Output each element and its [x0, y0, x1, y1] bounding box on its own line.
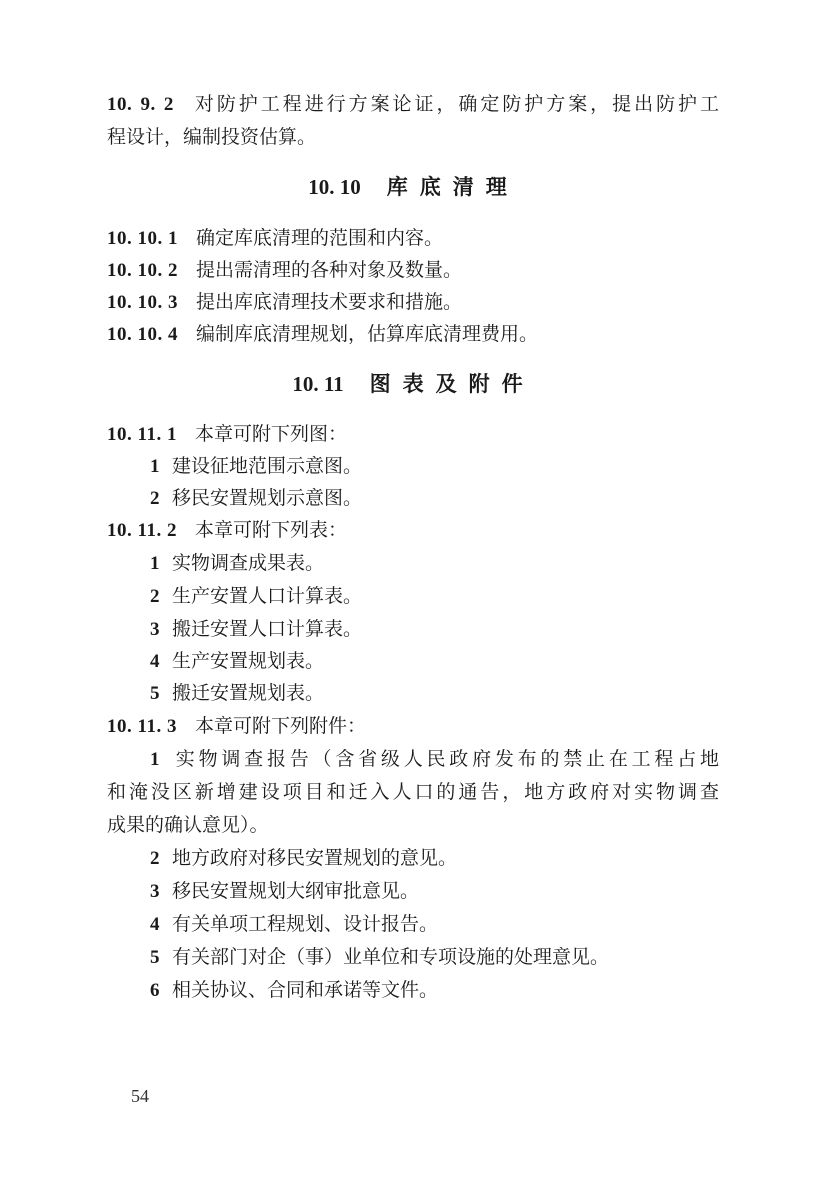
- item-number: 2: [150, 586, 160, 607]
- item-text: 建设征地范围示意图。: [172, 455, 363, 477]
- clause-number: 10. 11. 3: [107, 716, 177, 737]
- item-number: 4: [150, 651, 160, 672]
- clause-number: 10. 10. 4: [107, 324, 178, 345]
- clause-number: 10. 10. 3: [107, 292, 178, 313]
- item-text: 有关部门对企（事）业单位和专项设施的处理意见。: [172, 946, 610, 968]
- list-item-line2: 和淹没区新增建设项目和迁入人口的通告，地方政府对实物调查: [107, 781, 719, 803]
- list-item: [150, 547, 762, 580]
- clause-10-9-2-line2: 程设计，编制投资估算。: [107, 126, 317, 148]
- list-item: [150, 908, 762, 941]
- item-number: 1: [150, 553, 160, 574]
- list-item: [150, 941, 762, 974]
- clause-10-10-3: [107, 286, 719, 319]
- item-number: 5: [150, 683, 160, 704]
- item-text: 移民安置规划示意图。: [172, 487, 363, 509]
- list-item: [150, 613, 762, 646]
- list-item: [150, 645, 762, 678]
- item-text: 搬迁安置规划表。: [172, 682, 325, 704]
- clause-10-10-4: [107, 318, 719, 351]
- section-number: 10. 10: [308, 175, 361, 199]
- item-text: 生产安置人口计算表。: [172, 585, 363, 607]
- clause-text: 提出需清理的各种对象及数量。: [196, 259, 463, 281]
- item-text: 移民安置规划大纲审批意见。: [172, 880, 420, 902]
- item-number: 2: [150, 848, 160, 869]
- clause-10-11-2: [107, 514, 719, 547]
- clause-number: 10. 11. 1: [107, 424, 177, 445]
- list-item: [150, 450, 762, 483]
- item-text: 实物调查成果表。: [172, 552, 325, 574]
- item-number: 3: [150, 881, 160, 902]
- page-number: 54: [131, 1086, 149, 1106]
- list-item: [150, 580, 762, 613]
- item-number: 2: [150, 488, 160, 509]
- clause-number: 10. 10. 2: [107, 260, 178, 281]
- section-heading-10-10: [0, 170, 827, 204]
- item-number: 1: [150, 456, 160, 477]
- clause-text: 本章可附下列图：: [194, 423, 347, 445]
- clause-text: 确定库底清理的范围和内容。: [196, 227, 444, 249]
- clause-10-11-3: [107, 710, 719, 743]
- item-number: 6: [150, 980, 160, 1001]
- clause-number: 10. 9. 2: [107, 94, 174, 115]
- list-item: [150, 875, 762, 908]
- section-title: 图表及附件: [369, 372, 535, 396]
- clause-text: 对防护工程进行方案论证，确定防护方案，提出防护工: [191, 93, 719, 115]
- item-text: 搬迁安置人口计算表。: [172, 618, 363, 640]
- clause-text: 本章可附下列附件：: [194, 715, 366, 737]
- item-text: 相关协议、合同和承诺等文件。: [172, 979, 439, 1001]
- item-text: 实物调查报告（含省级人民政府发布的禁止在工程占地: [172, 748, 719, 770]
- item-text: 地方政府对移民安置规划的意见。: [172, 847, 458, 869]
- item-text: 有关单项工程规划、设计报告。: [172, 913, 439, 935]
- section-number: 10. 11: [292, 372, 344, 396]
- list-item: [150, 842, 762, 875]
- list-item: [150, 677, 762, 710]
- clause-10-11-1: [107, 418, 719, 451]
- list-item-line3: 成果的确认意见）。: [107, 814, 269, 836]
- item-number: 4: [150, 914, 160, 935]
- section-title: 库底清理: [386, 175, 519, 199]
- section-heading-10-11: [0, 367, 827, 401]
- list-item: [150, 482, 762, 515]
- item-number: 1: [150, 749, 160, 770]
- clause-number: 10. 10. 1: [107, 228, 178, 249]
- item-number: 3: [150, 619, 160, 640]
- clause-text: 本章可附下列表：: [194, 519, 347, 541]
- item-text: 生产安置规划表。: [172, 650, 325, 672]
- item-number: 5: [150, 947, 160, 968]
- list-item-line1: [150, 743, 719, 776]
- clause-10-10-1: [107, 222, 719, 255]
- clause-text: 提出库底清理技术要求和措施。: [196, 291, 463, 313]
- list-item: [150, 974, 762, 1007]
- clause-text: 编制库底清理规划，估算库底清理费用。: [196, 323, 539, 345]
- clause-10-9-2-line1: [107, 88, 719, 121]
- clause-number: 10. 11. 2: [107, 520, 177, 541]
- clause-10-10-2: [107, 254, 719, 287]
